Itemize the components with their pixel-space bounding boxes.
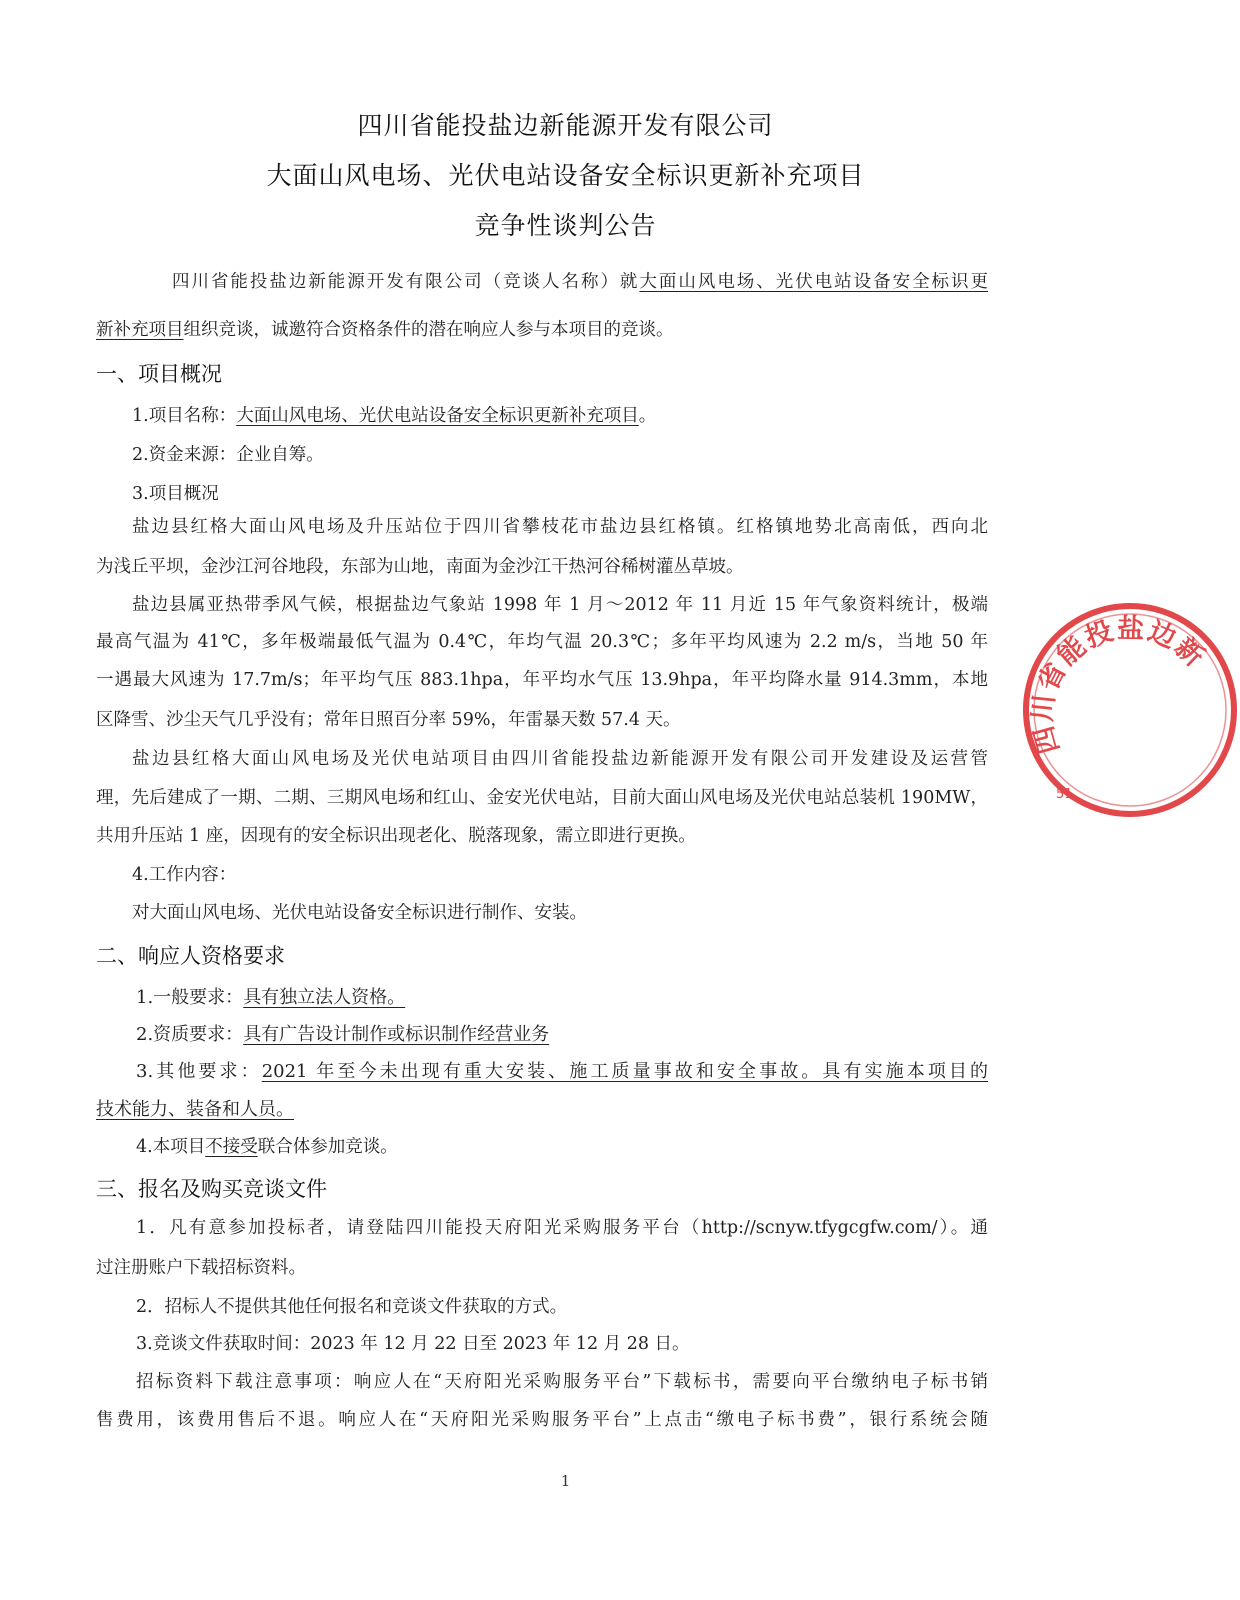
- work-content-text: 对大面山风电场、光伏电站设备安全标识进行制作、安装。: [132, 903, 587, 923]
- registration-l2: 过注册账户下载招标资料。: [96, 1258, 306, 1278]
- download-notice-l1: 招标资料下载注意事项：响应人在“天府阳光采购服务平台”下载标书，需要向平台缴纳电子标书销: [136, 1372, 988, 1392]
- project-name-line: 1.项目名称：大面山风电场、光伏电站设备安全标识更新补充项目。: [132, 406, 657, 426]
- overview-p2-l2: 最高气温为 41℃，多年极端最低气温为 0.4℃，年均气温 20.3℃；多年平均风速为 2.2 m/s，当地 50 年: [96, 632, 988, 652]
- overview-p2-l4: 区降雪、沙尘天气几乎没有；常年日照百分率 59%，年雷暴天数 57.4 天。: [96, 710, 681, 730]
- intro-line-1: 四川省能投盐边新能源开发有限公司（竞谈人名称）就大面山风电场、光伏电站设备安全标识更: [172, 272, 989, 292]
- svg-text:四川省能投盐边新: 四川省能投盐边新: [1027, 613, 1211, 757]
- overview-p1-l2: 为浅丘平坝，金沙江河谷地段，东部为山地，南面为金沙江干热河谷稀树灌丛草坡。: [96, 557, 744, 577]
- svg-text:51: 51: [1056, 787, 1073, 802]
- section-2-heading: 二、响应人资格要求: [96, 944, 285, 968]
- fund-source-line: 2.资金来源：企业自筹。: [132, 445, 324, 465]
- overview-p1-l1: 盐边县红格大面山风电场及升压站位于四川省攀枝花市盐边县红格镇。红格镇地势北高南低，西向北: [132, 517, 988, 537]
- registration-l1: 1．凡有意参加投标者，请登陆四川能投天府阳光采购服务平台（http://scnyw.tfygcgfw.com/）。通: [136, 1218, 988, 1238]
- title-notice: 竞争性谈判公告: [474, 211, 657, 240]
- other-requirement-l1: 3.其他要求：2021 年至今未出现有重大安装、施工质量事故和安全事故。具有实施本项目的: [136, 1061, 988, 1082]
- download-notice-l2: 售费用，该费用售后不退。响应人在“天府阳光采购服务平台”上点击“缴电子标书费”，银行系统会随: [96, 1410, 988, 1430]
- title-project: 大面山风电场、光伏电站设备安全标识更新补充项目: [266, 161, 865, 190]
- intro-line-2: 新补充项目组织竞谈，诚邀符合资格条件的潜在响应人参与本项目的竞谈。: [96, 320, 674, 340]
- overview-p2-l3: 一遇最大风速为 17.7m/s；年平均气压 883.1hpa，年平均水气压 13.9hpa，年平均降水量 914.3mm，本地: [96, 670, 988, 690]
- page-number: 1: [560, 1472, 571, 1490]
- document-time: 3.竞谈文件获取时间：2023 年 12 月 22 日至 2023 年 12 月 28 日。: [136, 1334, 690, 1354]
- company-seal-icon: [1020, 600, 1240, 820]
- overview-p3-l2: 理，先后建成了一期、二期、三期风电场和红山、金安光伏电站，目前大面山风电场及光伏电站总装机 190MW，: [96, 788, 988, 808]
- section-1-heading: 一、项目概况: [96, 362, 222, 386]
- other-requirement-l2: 技术能力、装备和人员。: [96, 1099, 294, 1120]
- qualification-requirement: 2.资质要求：具有广告设计制作或标识制作经营业务: [136, 1024, 550, 1045]
- overview-p3-l1: 盐边县红格大面山风电场及光伏电站项目由四川省能投盐边新能源开发有限公司开发建设及运营管: [132, 749, 988, 769]
- overview-label: 3.项目概况: [132, 484, 219, 504]
- section-3-heading: 三、报名及购买竞谈文件: [96, 1177, 327, 1201]
- general-requirement: 1.一般要求：具有独立法人资格。: [136, 987, 406, 1008]
- consortium-line: 4.本项目不接受联合体参加竞谈。: [136, 1137, 398, 1157]
- overview-p2-l1: 盐边县属亚热带季风气候，根据盐边气象站 1998 年 1 月～2012 年 11 月近 15 年气象资料统计，极端: [132, 595, 988, 615]
- no-other-method: 2．招标人不提供其他任何报名和竞谈文件获取的方式。: [136, 1297, 568, 1317]
- title-company: 四川省能投盐边新能源开发有限公司: [357, 111, 774, 140]
- work-content-label: 4.工作内容：: [132, 865, 237, 885]
- overview-p3-l3: 共用升压站 1 座，因现有的安全标识出现老化、脱落现象，需立即进行更换。: [96, 826, 696, 846]
